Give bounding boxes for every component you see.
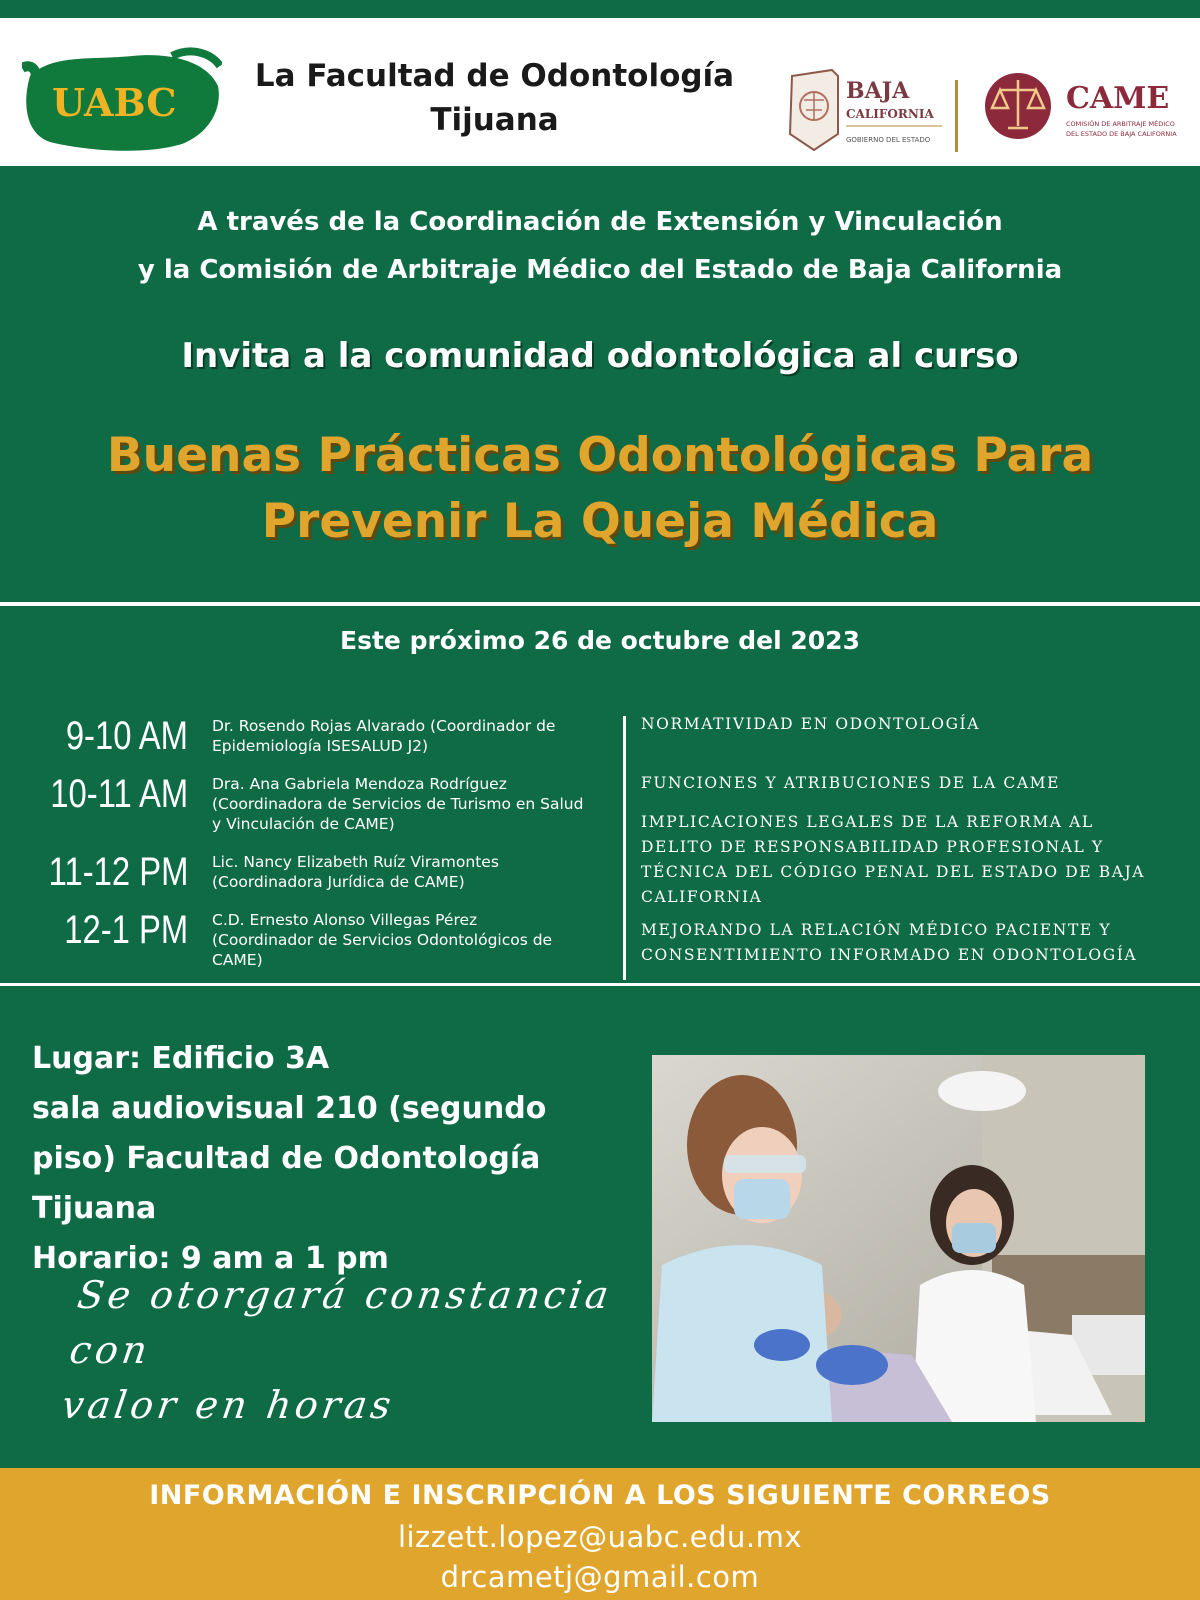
speaker-line: (Coordinadora Jurídica de CAME) bbox=[212, 873, 465, 891]
came-logo-line1: COMISIÓN DE ARBITRAJE MÉDICO bbox=[1066, 120, 1175, 128]
course-title bbox=[0, 423, 1200, 555]
divider-bottom bbox=[0, 983, 1200, 986]
topic-line: FUNCIONES Y ATRIBUCIONES DE LA CAME bbox=[641, 774, 1061, 792]
schedule-speaker bbox=[212, 910, 622, 970]
header-band bbox=[0, 18, 1200, 166]
venue-line: sala audiovisual 210 (segundo bbox=[32, 1091, 547, 1126]
topic-item bbox=[641, 771, 1200, 796]
venue-line: Tijuana bbox=[32, 1191, 157, 1226]
footer-title: INFORMACIÓN E INSCRIPCIÓN A LOS SIGUIENTE CORREOS bbox=[149, 1480, 1051, 1511]
topic-line: IMPLICACIONES LEGALES DE LA REFORMA AL bbox=[641, 813, 1094, 831]
schedule-time: 9-10 AM bbox=[65, 714, 188, 758]
event-date: Este próximo 26 de octubre del 2023 bbox=[340, 626, 860, 655]
topic-item bbox=[641, 918, 1200, 968]
invite-heading: Invita a la comunidad odontológica al curso bbox=[181, 336, 1019, 376]
contact-email-uabc[interactable]: lizzett.lopez@uabc.edu.mx bbox=[397, 1520, 803, 1554]
baja-logo-line2: CALIFORNIA bbox=[846, 107, 934, 121]
came-logo-line2: DEL ESTADO DE BAJA CALIFORNIA bbox=[1066, 130, 1177, 138]
certificate-line: valor en horas bbox=[59, 1383, 398, 1427]
venue-schedule: Horario: 9 am a 1 pm bbox=[32, 1241, 389, 1276]
speaker-line: Lic. Nancy Elizabeth Ruíz Viramontes bbox=[212, 853, 499, 871]
top-green-bar bbox=[0, 0, 1200, 18]
speaker-line: (Coordinadora de Servicios de Turismo en Salud bbox=[212, 795, 584, 813]
uabc-logo bbox=[22, 46, 222, 158]
certificate-note bbox=[58, 1268, 641, 1433]
contact-email-came[interactable]: drcametj@gmail.com bbox=[440, 1560, 760, 1594]
speaker-line: Epidemiología ISESALUD J2) bbox=[212, 737, 429, 755]
schedule-speaker bbox=[212, 774, 622, 834]
came-logo bbox=[984, 66, 1184, 152]
footer-band bbox=[0, 1468, 1200, 1600]
schedule-time: 12-1 PM bbox=[64, 908, 188, 952]
baja-logo-line1: BAJA bbox=[846, 78, 910, 104]
baja-california-logo bbox=[786, 62, 946, 154]
course-title-line2: Prevenir La Queja Médica bbox=[261, 494, 939, 549]
venue-line: piso) Facultad de Odontología bbox=[32, 1141, 541, 1176]
topic-item bbox=[641, 712, 1200, 737]
came-logo-name: CAME bbox=[1066, 81, 1170, 116]
intro-text bbox=[0, 198, 1200, 294]
venue-line: Lugar: Edificio 3A bbox=[32, 1041, 330, 1076]
speaker-line: y Vinculación de CAME) bbox=[212, 815, 395, 833]
speaker-line: CAME) bbox=[212, 951, 263, 969]
baja-logo-line3: GOBIERNO DEL ESTADO bbox=[846, 136, 931, 144]
intro-line1: A través de la Coordinación de Extensión y Vinculación bbox=[197, 207, 1003, 237]
schedule-speaker bbox=[212, 716, 622, 756]
schedule-divider bbox=[623, 716, 626, 980]
course-title-line1: Buenas Prácticas Odontológicas Para bbox=[106, 428, 1094, 483]
faculty-title-line1: La Facultad de Odontología bbox=[254, 58, 735, 94]
schedule-time: 11-12 PM bbox=[48, 850, 188, 894]
topic-line: CALIFORNIA bbox=[641, 888, 763, 906]
topic-line: NORMATIVIDAD EN ODONTOLOGÍA bbox=[641, 715, 981, 733]
dental-clinic-photo bbox=[652, 1055, 1145, 1422]
topic-line: MEJORANDO LA RELACIÓN MÉDICO PACIENTE Y bbox=[641, 921, 1112, 939]
speaker-line: Dra. Ana Gabriela Mendoza Rodríguez bbox=[212, 775, 507, 793]
uabc-logo-text: UABC bbox=[52, 80, 177, 125]
faculty-title-line2: Tijuana bbox=[430, 102, 559, 138]
intro-line2: y la Comisión de Arbitraje Médico del Estado de Baja California bbox=[137, 255, 1063, 285]
schedule-speaker bbox=[212, 852, 622, 892]
speaker-line: Dr. Rosendo Rojas Alvarado (Coordinador de bbox=[212, 717, 556, 735]
topic-item bbox=[641, 810, 1200, 910]
venue-info bbox=[32, 1034, 612, 1284]
speaker-line: (Coordinador de Servicios Odontológicos de bbox=[212, 931, 553, 949]
schedule-time: 10-11 AM bbox=[50, 772, 188, 816]
divider-top bbox=[0, 602, 1200, 606]
topic-line: DELITO DE RESPONSABILIDAD PROFESIONAL Y bbox=[641, 838, 1104, 856]
speaker-line: C.D. Ernesto Alonso Villegas Pérez bbox=[212, 911, 478, 929]
topic-line: CONSENTIMIENTO INFORMADO EN ODONTOLOGÍA bbox=[641, 946, 1138, 964]
faculty-title bbox=[222, 54, 767, 142]
logo-separator bbox=[955, 80, 958, 152]
topic-line: TÉCNICA DEL CÓDIGO PENAL DEL ESTADO DE BAJA bbox=[641, 863, 1146, 881]
certificate-line: Se otorgará constancia con bbox=[66, 1273, 616, 1372]
